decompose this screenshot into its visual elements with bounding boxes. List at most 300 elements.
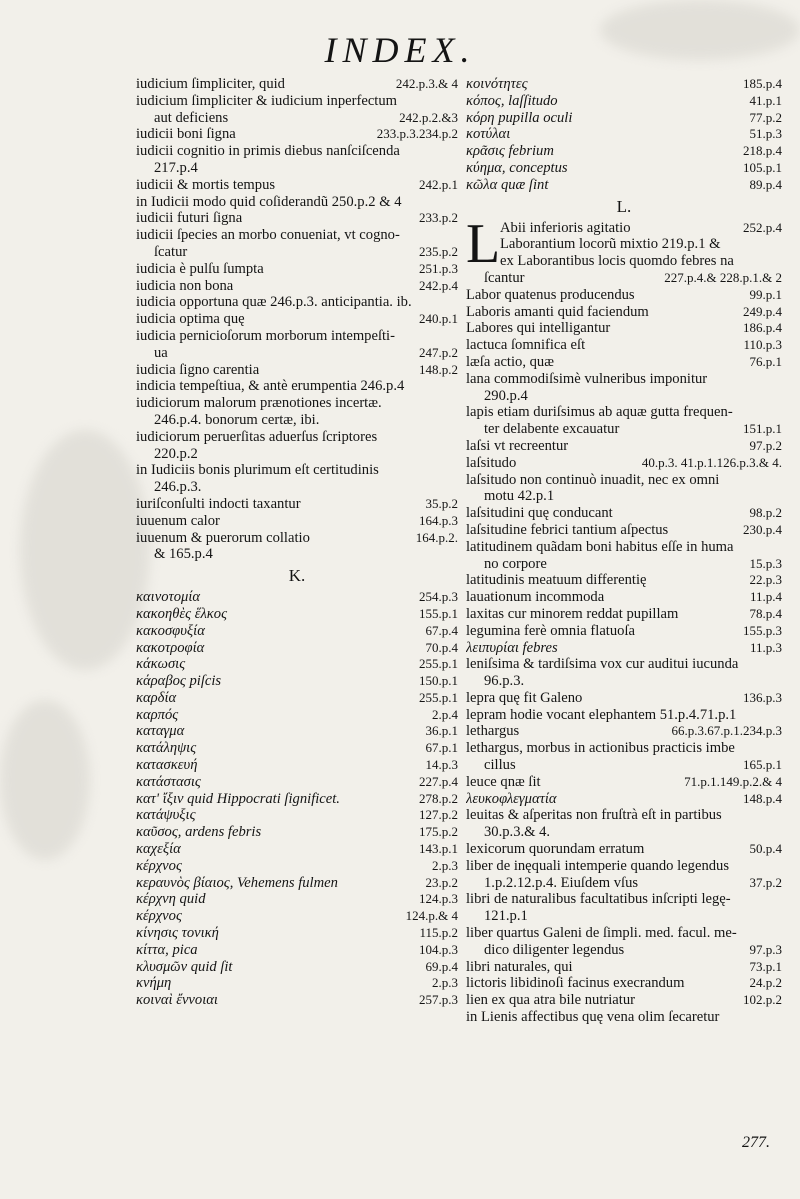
index-entry bbox=[136, 740, 458, 757]
index-entry bbox=[136, 261, 458, 278]
index-entry bbox=[466, 160, 782, 177]
entry-text: κοτύλαι bbox=[466, 126, 511, 143]
index-entry bbox=[136, 194, 458, 211]
index-entry bbox=[136, 446, 458, 463]
index-entry bbox=[136, 992, 458, 1009]
page-reference: 97.p.3 bbox=[749, 941, 782, 957]
entry-text: laſsitudo non continuò inuadit, nec ex omni bbox=[466, 471, 720, 488]
right-index-column bbox=[466, 76, 782, 1026]
entry-text: lethargus bbox=[466, 723, 520, 740]
page-reference: 2.p.3 bbox=[432, 857, 458, 873]
index-entry bbox=[136, 311, 458, 328]
index-entry bbox=[466, 1009, 782, 1026]
page-reference: 105.p.1 bbox=[743, 159, 782, 175]
index-entry bbox=[466, 807, 782, 824]
entry-text: iudicii futuri ſigna bbox=[136, 210, 243, 227]
index-entry bbox=[136, 673, 458, 690]
entry-text: κέρχνος bbox=[136, 857, 182, 874]
entry-text: laſsitudini quę conducant bbox=[466, 505, 613, 522]
index-entry bbox=[136, 93, 458, 110]
entry-text: 217.p.4 bbox=[154, 159, 198, 176]
entry-text: lictoris libidinoſi facinus execrandum bbox=[466, 975, 685, 992]
entry-text: lactuca ſomnifica eſt bbox=[466, 337, 586, 354]
page-reference: 40.p.3. 41.p.1.126.p.3.& 4. bbox=[641, 454, 782, 470]
page-reference: 37.p.2 bbox=[749, 874, 782, 890]
page-reference: 89.p.4 bbox=[749, 176, 782, 192]
page-reference: 185.p.4 bbox=[743, 76, 782, 91]
index-entry bbox=[136, 723, 458, 740]
entry-text: 246.p.3. bbox=[154, 479, 202, 496]
entry-text: ſcatur bbox=[154, 243, 188, 260]
entry-text: iuuenum calor bbox=[136, 512, 220, 529]
index-entry bbox=[466, 287, 782, 304]
entry-text: 246.p.4. bonorum certæ, ibi. bbox=[154, 411, 320, 428]
entry-text: laxitas cur minorem reddat pupillam bbox=[466, 605, 679, 622]
entry-text: κακοηθὲς ἕλκος bbox=[136, 605, 227, 622]
page-reference: 233.p.2 bbox=[419, 210, 458, 226]
page-reference: 175.p.2 bbox=[419, 824, 458, 840]
index-entry bbox=[466, 707, 782, 724]
index-entry bbox=[136, 76, 458, 93]
entry-text: liber quartus Galeni de ſimpli. med. facul. me- bbox=[466, 925, 737, 942]
entry-text: leuitas & aſperitas non fruſtrà eſt in partibus bbox=[466, 807, 722, 824]
entry-text: motu 42.p.1 bbox=[484, 488, 555, 505]
entry-text: κίνησις τονική bbox=[136, 925, 219, 942]
entry-text: lapis etiam duriſsimus ab aquæ gutta frequen- bbox=[466, 404, 733, 421]
page-reference: 143.p.1 bbox=[419, 841, 458, 857]
page-reference: 186.p.4 bbox=[743, 320, 782, 336]
entry-text: Laborantium locorũ mixtio 219.p.1 & bbox=[500, 236, 721, 253]
entry-text: καρπός bbox=[136, 706, 179, 723]
index-entry bbox=[466, 371, 782, 388]
index-entry bbox=[466, 404, 782, 421]
page-reference: 252.p.4 bbox=[743, 219, 782, 235]
index-entry bbox=[466, 841, 782, 858]
index-entry bbox=[466, 438, 782, 455]
index-entry bbox=[466, 942, 782, 959]
entry-text: iudiciorum peruerſitas aduerſus ſcriptores bbox=[136, 428, 378, 445]
entry-text: κνήμη bbox=[136, 975, 172, 992]
index-entry bbox=[466, 959, 782, 976]
entry-text: κατάψυξις bbox=[136, 807, 196, 824]
page-reference: 164.p.2. bbox=[415, 529, 458, 545]
index-entry bbox=[466, 774, 782, 791]
entry-text: indicia tempeſtiua, & antè erumpentia 246.p.4 bbox=[136, 378, 405, 395]
index-entry bbox=[136, 925, 458, 942]
page-reference: 155.p.1 bbox=[419, 605, 458, 621]
page-reference: 255.p.1 bbox=[419, 656, 458, 672]
page-reference: 115.p.2 bbox=[419, 925, 458, 941]
index-entry bbox=[136, 362, 458, 379]
entry-text: ter delabente excauatur bbox=[484, 421, 620, 438]
entry-text: iuriſconſulti indocti taxantur bbox=[136, 495, 301, 512]
index-entry bbox=[136, 807, 458, 824]
index-entry bbox=[466, 572, 782, 589]
index-entry bbox=[136, 690, 458, 707]
entry-text: lexicorum quorundam erratum bbox=[466, 841, 645, 858]
index-entry bbox=[466, 522, 782, 539]
index-entry bbox=[136, 656, 458, 673]
page-reference: 227.p.4.& 228.p.1.& 2 bbox=[664, 269, 782, 285]
index-entry bbox=[466, 992, 782, 1009]
index-entry bbox=[466, 505, 782, 522]
index-entry bbox=[466, 388, 782, 405]
entry-text: κατάληψις bbox=[136, 740, 197, 757]
index-entry bbox=[466, 320, 782, 337]
page-reference: 2.p.4 bbox=[432, 706, 458, 722]
entry-text: 1.p.2.12.p.4. Eiuſdem vſus bbox=[484, 874, 639, 891]
page-header bbox=[0, 30, 800, 70]
entry-text: no corpore bbox=[484, 555, 547, 572]
page-reference: 71.p.1.149.p.2.& 4 bbox=[684, 773, 782, 789]
page-reference: 15.p.3 bbox=[749, 555, 782, 571]
index-entry bbox=[466, 354, 782, 371]
index-entry bbox=[466, 589, 782, 606]
entry-text: Labor quatenus producendus bbox=[466, 286, 635, 303]
index-entry bbox=[136, 496, 458, 513]
entry-text: 290.p.4 bbox=[484, 387, 528, 404]
page-reference: 51.p.3 bbox=[749, 126, 782, 142]
page-reference: 155.p.3 bbox=[743, 622, 782, 638]
page-reference: 99.p.1 bbox=[749, 286, 782, 302]
entry-text: in Iudiciis bonis plurimum eſt certitudinis bbox=[136, 462, 379, 479]
index-entry bbox=[466, 539, 782, 556]
page-reference: 11.p.3 bbox=[749, 639, 782, 655]
entry-text: in Lienis affectibus quę vena olim ſecaretur bbox=[466, 1009, 720, 1026]
page-reference: 148.p.4 bbox=[743, 790, 782, 806]
index-entry bbox=[466, 76, 782, 93]
entry-text: 220.p.2 bbox=[154, 445, 198, 462]
entry-text: iudicii ſpecies an morbo conueniat, vt cogno- bbox=[136, 227, 400, 244]
page-reference: 127.p.2 bbox=[419, 807, 458, 823]
index-entry bbox=[136, 126, 458, 143]
entry-text: leuce qnæ ſit bbox=[466, 773, 541, 790]
index-entry bbox=[466, 858, 782, 875]
page-reference: 227.p.4 bbox=[419, 773, 458, 789]
entry-text: læſa actio, quæ bbox=[466, 353, 554, 370]
entry-text: liber de inęquali intemperie quando legendus bbox=[466, 857, 730, 874]
page-reference: 151.p.1 bbox=[743, 421, 782, 437]
index-entry bbox=[136, 227, 458, 244]
page-reference: 67.p.1 bbox=[425, 740, 458, 756]
entry-text: λευκοφλεγματία bbox=[466, 790, 557, 807]
page-reference: 73.p.1 bbox=[749, 958, 782, 974]
entry-text: κατ' ἴξιν quid Hippocrati ſignificet. bbox=[136, 790, 340, 807]
index-entry bbox=[136, 462, 458, 479]
entry-text: καρδία bbox=[136, 689, 177, 706]
index-entry bbox=[136, 210, 458, 227]
entry-text: κέρχνος bbox=[136, 908, 182, 925]
index-entry bbox=[136, 841, 458, 858]
index-entry bbox=[136, 791, 458, 808]
entry-text: καταγμα bbox=[136, 723, 185, 740]
index-entry bbox=[466, 908, 782, 925]
page-reference: 136.p.3 bbox=[743, 689, 782, 705]
page-reference: 124.p.& 4 bbox=[405, 908, 458, 924]
page-reference: 76.p.1 bbox=[749, 353, 782, 369]
index-entry bbox=[136, 143, 458, 160]
entry-text: καχεξία bbox=[136, 841, 181, 858]
index-entry bbox=[136, 546, 458, 563]
index-entry bbox=[136, 395, 458, 412]
page-reference: 278.p.2 bbox=[419, 790, 458, 806]
entry-text: lepra quę fit Galeno bbox=[466, 689, 583, 706]
index-entry bbox=[136, 606, 458, 623]
index-entry bbox=[136, 177, 458, 194]
page-reference: 24.p.2 bbox=[749, 975, 782, 991]
index-entry bbox=[136, 513, 458, 530]
index-entry bbox=[466, 891, 782, 908]
entry-text: Abii inferioris agitatio bbox=[500, 219, 631, 236]
section-letter: L. bbox=[616, 196, 632, 216]
page-reference: 22.p.3 bbox=[749, 572, 782, 588]
page-reference: 218.p.4 bbox=[743, 143, 782, 159]
page-reference: 102.p.2 bbox=[743, 992, 782, 1008]
index-entry bbox=[136, 244, 458, 261]
index-entry bbox=[466, 824, 782, 841]
index-entry bbox=[136, 858, 458, 875]
entry-text: iudicia è pulſu ſumpta bbox=[136, 260, 264, 277]
index-entry bbox=[136, 328, 458, 345]
entry-text: laſsitudine febrici tantium aſpectus bbox=[466, 521, 669, 538]
page-reference: 110.p.3 bbox=[743, 337, 782, 353]
index-entry bbox=[136, 757, 458, 774]
index-entry bbox=[136, 412, 458, 429]
entry-text: κόπος, laſſitudo bbox=[466, 92, 558, 109]
index-entry bbox=[466, 304, 782, 321]
entry-text: Laboris amanti quid faciendum bbox=[466, 303, 649, 320]
entry-text: & 165.p.4 bbox=[154, 546, 213, 563]
entry-text: κρᾶσις febrium bbox=[466, 143, 554, 160]
page-reference: 230.p.4 bbox=[743, 521, 782, 537]
entry-text: lepram hodie vocant elephantem 51.p.4.71.p.1 bbox=[466, 706, 737, 723]
index-entry bbox=[136, 530, 458, 547]
entry-text: λειπυρίαι febres bbox=[466, 639, 558, 656]
page-reference: 67.p.4 bbox=[425, 622, 458, 638]
page-reference: 164.p.3 bbox=[419, 512, 458, 528]
entry-text: κλυσμῶν quid ſit bbox=[136, 958, 233, 975]
entry-text: κάραβος piſcis bbox=[136, 673, 222, 690]
entry-text: 121.p.1 bbox=[484, 908, 528, 925]
index-entry bbox=[466, 556, 782, 573]
index-entry bbox=[136, 589, 458, 606]
page-reference: 41.p.1 bbox=[749, 92, 782, 108]
page-reference: 78.p.4 bbox=[749, 605, 782, 621]
entry-text: iudicia non bona bbox=[136, 277, 234, 294]
page-reference: 247.p.2 bbox=[419, 344, 458, 360]
page-reference: 242.p.3.& 4 bbox=[395, 76, 458, 91]
entry-text: κεραυνὸς βίαιος, Vehemens fulmen bbox=[136, 874, 338, 891]
entry-text: laſsi vt recreentur bbox=[466, 437, 569, 454]
entry-text: latitudinis meatuum differentię bbox=[466, 572, 647, 589]
entry-text: iudicii cognitio in primis diebus nanſciſcenda bbox=[136, 143, 400, 160]
entry-text: κίττα, pica bbox=[136, 941, 198, 958]
entry-text: κατασκευή bbox=[136, 757, 198, 774]
index-entry bbox=[136, 908, 458, 925]
page-reference: 69.p.4 bbox=[425, 958, 458, 974]
entry-text: κύημα, conceptus bbox=[466, 159, 568, 176]
index-entry bbox=[136, 942, 458, 959]
page-reference: 254.p.3 bbox=[419, 589, 458, 605]
index-entry bbox=[136, 110, 458, 127]
entry-text: in Iudicii modo quid coſiderandũ 250.p.2 & 4 bbox=[136, 193, 402, 210]
index-entry bbox=[466, 421, 782, 438]
index-entry bbox=[136, 774, 458, 791]
index-entry bbox=[466, 723, 782, 740]
index-entry bbox=[136, 429, 458, 446]
entry-text: leniſsima & tardiſsima vox cur auditui iucunda bbox=[466, 656, 739, 673]
page-reference: 240.p.1 bbox=[419, 311, 458, 327]
page-reference: 98.p.2 bbox=[749, 505, 782, 521]
index-entry bbox=[466, 640, 782, 657]
page-reference: 255.p.1 bbox=[419, 689, 458, 705]
index-entry bbox=[466, 236, 782, 253]
index-entry bbox=[136, 278, 458, 295]
entry-text: iudicii & mortis tempus bbox=[136, 176, 276, 193]
left-index-column bbox=[136, 76, 458, 1009]
entry-text: iudicia ſigno carentia bbox=[136, 361, 260, 378]
index-entry bbox=[136, 479, 458, 496]
index-entry bbox=[466, 690, 782, 707]
entry-text: κέρχνη quid bbox=[136, 891, 206, 908]
index-entry bbox=[136, 707, 458, 724]
entry-text: Labores qui intelligantur bbox=[466, 320, 611, 337]
index-entry bbox=[466, 270, 782, 287]
entry-text: libri naturales, qui bbox=[466, 958, 573, 975]
index-entry bbox=[466, 337, 782, 354]
index-entry bbox=[136, 640, 458, 657]
index-entry bbox=[466, 177, 782, 194]
entry-text: libri de naturalibus facultatibus inſcripti legę- bbox=[466, 891, 731, 908]
index-entry bbox=[136, 294, 458, 311]
entry-text: iudicia opportuna quæ 246.p.3. anticipantia. ib. bbox=[136, 294, 412, 311]
page-reference: 235.p.2 bbox=[419, 243, 458, 259]
entry-text: ex Laborantibus locis quomdo febres na bbox=[500, 253, 734, 270]
page-reference: 11.p.4 bbox=[749, 589, 782, 605]
entry-text: iudicium ſimpliciter & iudicium inperfectum bbox=[136, 92, 398, 109]
page-reference: 36.p.1 bbox=[425, 723, 458, 739]
page-reference: 249.p.4 bbox=[743, 303, 782, 319]
index-entry bbox=[466, 975, 782, 992]
index-entry bbox=[466, 623, 782, 640]
page-reference: 150.p.1 bbox=[419, 673, 458, 689]
page-reference: 148.p.2 bbox=[419, 361, 458, 377]
page-reference: 242.p.4 bbox=[419, 277, 458, 293]
entry-text: lethargus, morbus in actionibus practicis imbe bbox=[466, 740, 735, 757]
index-entry bbox=[136, 891, 458, 908]
entry-text: laſsitudo bbox=[466, 454, 517, 471]
index-entry bbox=[136, 345, 458, 362]
page-reference: 70.p.4 bbox=[425, 639, 458, 655]
index-entry bbox=[136, 824, 458, 841]
index-entry bbox=[466, 253, 782, 270]
entry-text: iudicia pernicioſorum morborum intempeſti- bbox=[136, 327, 395, 344]
index-title: INDEX. bbox=[324, 30, 476, 70]
entry-text: κακοτροφία bbox=[136, 639, 205, 656]
page-reference: 124.p.3 bbox=[419, 891, 458, 907]
entry-text: κοινότητες bbox=[466, 76, 528, 92]
page-reference: 77.p.2 bbox=[749, 109, 782, 125]
page-reference: 104.p.3 bbox=[419, 941, 458, 957]
entry-text: aut deficiens bbox=[154, 109, 229, 126]
entry-text: καῦσος, ardens febris bbox=[136, 824, 262, 841]
entry-text: iudicium ſimpliciter, quid bbox=[136, 76, 285, 92]
index-entry bbox=[466, 791, 782, 808]
entry-text: ſcantur bbox=[484, 269, 525, 286]
page-reference: 14.p.3 bbox=[425, 757, 458, 773]
index-entry bbox=[466, 656, 782, 673]
index-entry bbox=[466, 143, 782, 160]
page-reference: 23.p.2 bbox=[425, 874, 458, 890]
entry-text: iudiciorum malorum prænotiones incertæ. bbox=[136, 395, 382, 412]
entry-text: 96.p.3. bbox=[484, 673, 525, 690]
index-entry bbox=[466, 488, 782, 505]
index-entry bbox=[136, 959, 458, 976]
index-entry bbox=[466, 875, 782, 892]
entry-text: iuuenum & puerorum collatio bbox=[136, 529, 310, 546]
page-reference: 257.p.3 bbox=[419, 992, 458, 1008]
page-reference: 242.p.2.&3 bbox=[399, 109, 458, 125]
index-entry bbox=[466, 472, 782, 489]
entry-text: legumina ferè omnia flatuoſa bbox=[466, 622, 635, 639]
index-entry bbox=[136, 875, 458, 892]
entry-text: ua bbox=[154, 344, 168, 361]
page-reference: 97.p.2 bbox=[749, 437, 782, 453]
page-reference: 251.p.3 bbox=[419, 260, 458, 276]
entry-text: καινοτομία bbox=[136, 589, 201, 606]
index-entry bbox=[136, 378, 458, 395]
entry-text: κάκωσις bbox=[136, 656, 186, 673]
index-entry bbox=[136, 160, 458, 177]
page-number: 277. bbox=[742, 1134, 770, 1151]
entry-text: lana commodiſsimè vulneribus imponitur bbox=[466, 370, 708, 387]
page-reference: 233.p.3.234.p.2 bbox=[376, 126, 458, 142]
index-entry bbox=[136, 975, 458, 992]
index-entry bbox=[466, 110, 782, 127]
page-reference: 50.p.4 bbox=[749, 841, 782, 857]
entry-text: lien ex qua atra bile nutriatur bbox=[466, 992, 635, 1009]
page-reference: 165.p.1 bbox=[743, 757, 782, 773]
page-reference: 2.p.3 bbox=[432, 975, 458, 991]
entry-text: lauationum incommoda bbox=[466, 589, 605, 606]
entry-text: latitudinem quãdam boni habitus eſſe in huma bbox=[466, 538, 734, 555]
index-entry bbox=[466, 673, 782, 690]
section-letter: K. bbox=[288, 566, 306, 586]
entry-text: κῶλα quæ ſint bbox=[466, 176, 549, 193]
entry-text: κατάστασις bbox=[136, 773, 201, 790]
entry-text: dico diligenter legendus bbox=[484, 941, 625, 958]
index-entry bbox=[466, 93, 782, 110]
page-reference: 242.p.1 bbox=[419, 176, 458, 192]
page-reference: 66.p.3.67.p.1.234.p.3 bbox=[671, 723, 782, 739]
entry-text: iudicii boni ſigna bbox=[136, 126, 236, 143]
index-entry bbox=[466, 126, 782, 143]
index-entry bbox=[466, 455, 782, 472]
entry-text: cillus bbox=[484, 757, 516, 774]
page-reference: 35.p.2 bbox=[425, 495, 458, 511]
entry-text: κόρη pupilla oculi bbox=[466, 109, 573, 126]
index-entry bbox=[466, 606, 782, 623]
entry-text: κακοσφυξία bbox=[136, 622, 205, 639]
entry-text: 30.p.3.& 4. bbox=[484, 824, 551, 841]
index-entry bbox=[466, 757, 782, 774]
drop-capital: L bbox=[466, 212, 501, 275]
entry-text: iudicia optima quę bbox=[136, 311, 245, 328]
index-entry bbox=[466, 740, 782, 757]
index-entry bbox=[136, 623, 458, 640]
index-entry bbox=[466, 925, 782, 942]
entry-text: κοιναὶ ἔννοιαι bbox=[136, 992, 218, 1009]
